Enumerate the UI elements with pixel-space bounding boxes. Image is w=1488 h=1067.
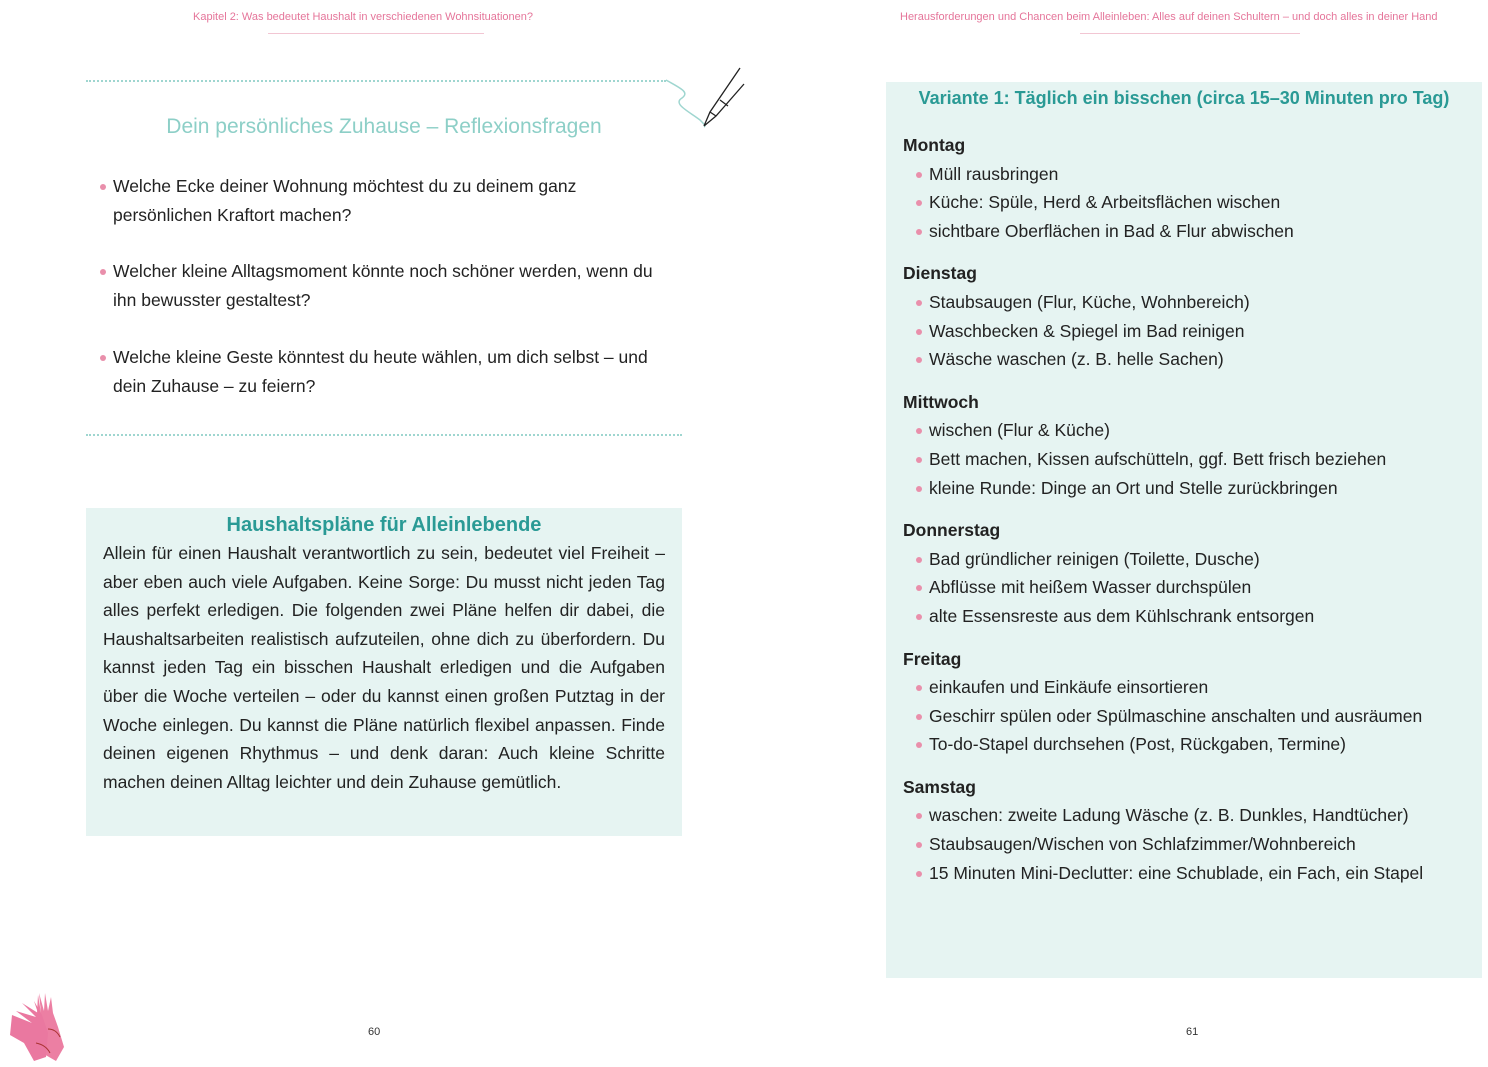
info-box xyxy=(86,508,682,836)
task-item: wischen (Flur & Küche) xyxy=(903,416,1465,445)
task-item: Staubsaugen/Wischen von Schlafzimmer/Wohnbereich xyxy=(903,830,1465,859)
day-group xyxy=(903,388,1465,502)
task-item: sichtbare Oberflächen in Bad & Flur abwischen xyxy=(903,217,1465,246)
task-item: To-do-Stapel durchsehen (Post, Rückgaben, Termine) xyxy=(903,730,1465,759)
question-item: Welcher kleine Alltagsmoment könnte noch schöner werden, wenn du ihn bewusster gestaltest? xyxy=(98,257,678,315)
page-number-left: 60 xyxy=(368,1026,381,1038)
task-item: kleine Runde: Dinge an Ort und Stelle zurückbringen xyxy=(903,474,1465,503)
question-item: Welche kleine Geste könntest du heute wählen, um dich selbst – und dein Zuhause – zu feiern? xyxy=(98,343,678,401)
running-head-left: Kapitel 2: Was bedeutet Haushalt in verschiedenen Wohnsituationen? xyxy=(193,11,533,23)
plan-box xyxy=(886,82,1482,978)
task-item: Küche: Spüle, Herd & Arbeitsflächen wischen xyxy=(903,188,1465,217)
running-head-rule xyxy=(1080,33,1300,34)
task-item: 15 Minuten Mini-Declutter: eine Schublade, ein Fach, ein Stapel xyxy=(903,859,1465,888)
question-item: Welche Ecke deiner Wohnung möchtest du zu deinem ganz persönlichen Kraftort machen? xyxy=(98,172,678,230)
page-number-right: 61 xyxy=(1186,1026,1199,1038)
day-heading: Freitag xyxy=(903,648,962,669)
box-title: Haushaltspläne für Alleinlebende xyxy=(226,514,542,536)
day-heading: Donnerstag xyxy=(903,520,1001,541)
task-item: Abflüsse mit heißem Wasser durchspülen xyxy=(903,573,1465,602)
task-item: Wäsche waschen (z. B. helle Sachen) xyxy=(903,345,1465,374)
task-item: Waschbecken & Spiegel im Bad reinigen xyxy=(903,317,1465,346)
task-item: Müll rausbringen xyxy=(903,160,1465,189)
dotted-divider xyxy=(86,80,666,82)
task-item: alte Essensreste aus dem Kühlschrank entsorgen xyxy=(903,602,1465,631)
task-item: einkaufen und Einkäufe einsortieren xyxy=(903,673,1465,702)
plan-title: Variante 1: Täglich ein bisschen (circa 15–30 Minuten pro Tag) xyxy=(918,88,1450,108)
day-group xyxy=(903,645,1465,759)
day-group xyxy=(903,773,1465,887)
day-heading: Dienstag xyxy=(903,263,977,284)
day-heading: Samstag xyxy=(903,776,976,797)
day-group xyxy=(903,516,1465,630)
task-item: Geschirr spülen oder Spülmaschine anschalten und ausräumen xyxy=(903,702,1465,731)
running-head-rule xyxy=(268,33,484,34)
day-group xyxy=(903,131,1465,245)
day-heading: Mittwoch xyxy=(903,391,979,412)
gloves-icon xyxy=(8,985,78,1063)
running-head-right: Herausforderungen und Chancen beim Alleinleben: Alles auf deinen Schultern – und doch alles in deiner Hand xyxy=(900,11,1438,23)
task-item: waschen: zweite Ladung Wäsche (z. B. Dunkles, Handtücher) xyxy=(903,801,1465,830)
task-item: Bett machen, Kissen aufschütteln, ggf. Bett frisch beziehen xyxy=(903,445,1465,474)
task-item: Bad gründlicher reinigen (Toilette, Dusche) xyxy=(903,545,1465,574)
day-heading: Montag xyxy=(903,135,966,155)
task-item: Staubsaugen (Flur, Küche, Wohnbereich) xyxy=(903,288,1465,317)
box-text: Allein für einen Haushalt verantwortlich zu sein, bedeutet viel Freiheit – aber eben auch viele Aufgaben. Keine Sorge: Du musst nicht jeden Tag alles perfekt erledigen. Die folgenden zwei Pläne helfen dir dabei, die Haushaltsarbeiten realistisch aufzuteilen, ohne dich zu überfordern. Du kannst jeden Tag ein bisschen Haushalt erledigen und die Aufgaben über die Woche verteilen – oder du kannst einen großen Putztag in der Woche einlegen. Du kannst die Pläne natürlich flexibel anpassen. Finde deinen eigenen Rhythmus – und denk daran: Auch kleine Schritte machen deinen Alltag leichter und dein Zuhause gemütlich. xyxy=(103,543,665,792)
dotted-divider xyxy=(86,434,682,436)
day-group xyxy=(903,259,1465,373)
reflection-title: Dein persönliches Zuhause – Reflexionsfragen xyxy=(166,115,602,138)
